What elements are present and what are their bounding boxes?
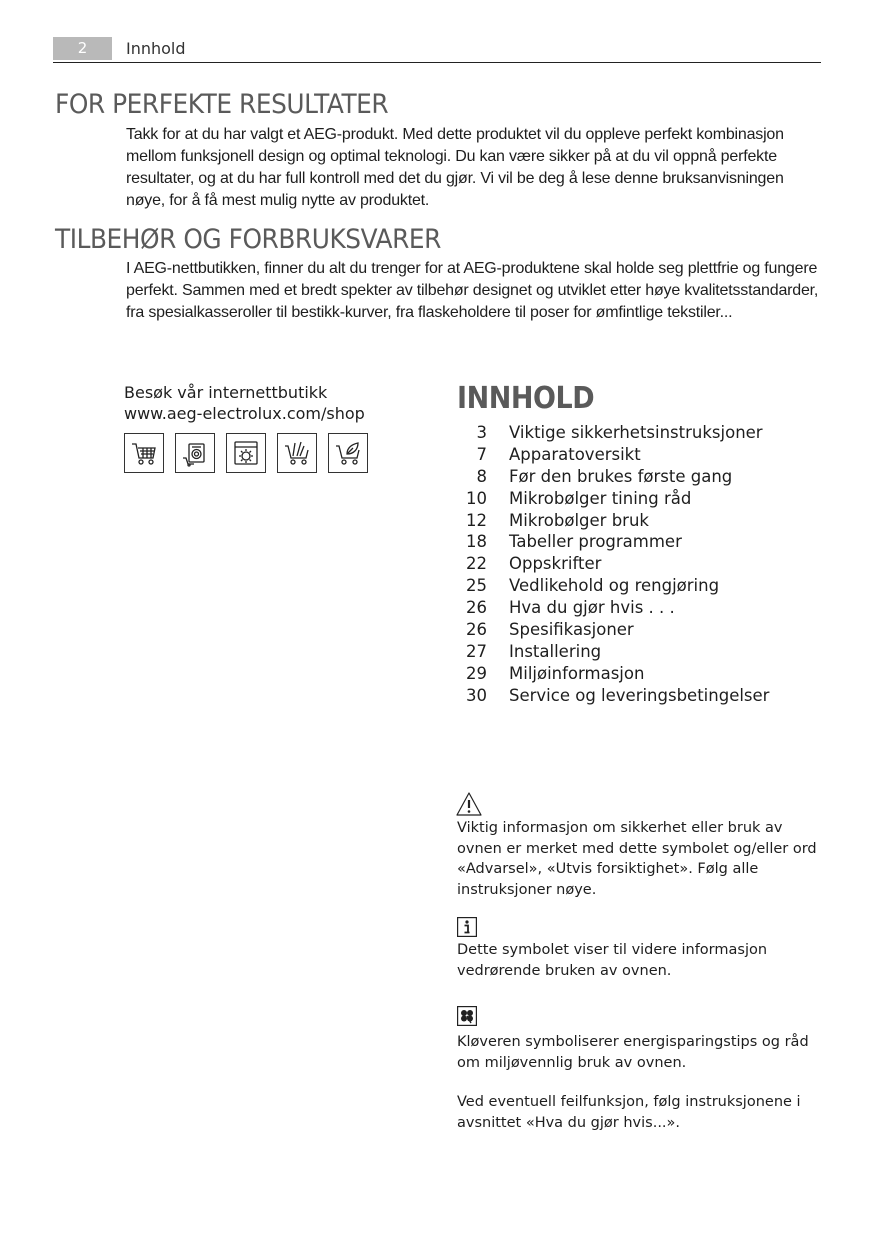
toc-entry[interactable] xyxy=(450,466,820,488)
warning-icon xyxy=(455,791,483,821)
toc-entry-title: Hva du gjør hvis . . . xyxy=(509,598,675,618)
toc-entry-page: 22 xyxy=(466,554,487,574)
toc-entry[interactable] xyxy=(450,444,820,466)
toc-entry-title: Apparatoversikt xyxy=(509,444,641,464)
toc-entry-title: Vedlikehold og rengjøring xyxy=(509,576,720,596)
shop-label xyxy=(124,382,365,424)
shop-icon-row xyxy=(124,433,368,473)
toc-entry-page: 12 xyxy=(466,510,487,530)
toc-entry[interactable] xyxy=(450,422,820,444)
shop-url-link[interactable]: www.aeg-electrolux.com/shop xyxy=(124,404,365,423)
toc-entry[interactable] xyxy=(450,663,820,685)
toc-entry[interactable] xyxy=(450,531,820,553)
page-number: 2 xyxy=(53,37,112,60)
cart-icon xyxy=(124,433,164,473)
toc-entry-title: Mikrobølger tining råd xyxy=(509,488,692,508)
toc-entry-title: Oppskrifter xyxy=(509,554,602,574)
toc-entry[interactable] xyxy=(450,510,820,532)
toc-entry-page: 3 xyxy=(476,423,487,442)
heading-perfect-results: FOR PERFEKTE RESULTATER xyxy=(55,89,389,120)
toc-entry-title: Miljøinformasjon xyxy=(509,663,645,683)
toc-entry[interactable] xyxy=(450,488,820,510)
paragraph-accessories: I AEG-nettbutikken, finner du alt du trenger for at AEG-produktene skal holde seg plettfrie og fungere perfekt. Sammen med et bredt spekter av tilbehør designet og utviklet etter høye kvalitetsstandarder, fra spesialkasseroller til bestikk-kurver, fra flaskeholdere til poser for ømfintlige tekstiler... xyxy=(126,260,819,321)
toc-entry-title: Mikrobølger bruk xyxy=(509,510,649,530)
toc-entry-title: Før den brukes første gang xyxy=(509,466,733,486)
oven-gear-icon xyxy=(226,433,266,473)
toc-entry-page: 10 xyxy=(466,488,487,508)
toc-entry-page: 27 xyxy=(466,641,487,661)
toc-entry-title: Service og leveringsbetingelser xyxy=(509,685,770,705)
clover-icon xyxy=(457,1006,477,1030)
toc-entry[interactable] xyxy=(450,575,820,597)
toc-entry-title: Viktige sikkerhetsinstruksjoner xyxy=(509,423,763,442)
toc-entry-title: Spesifikasjoner xyxy=(509,620,634,640)
toc-entry-page: 7 xyxy=(476,444,487,464)
shop-label-text: Besøk vår internettbutikk xyxy=(124,383,328,402)
clover-note-text: Kløveren symboliserer energisparingstips og råd om miljøvennlig bruk av ovnen. xyxy=(457,1034,809,1071)
malfunction-note-text: Ved eventuell feilfunksjon, følg instruksjonene i avsnittet «Hva du gjør hvis...». xyxy=(457,1094,801,1131)
toc-entry[interactable] xyxy=(450,641,820,663)
paragraph-perfect-results: Takk for at du har valgt et AEG-produkt. Med dette produktet vil du oppleve perfekt kombinasjon mellom funksjonell design og optimal teknologi. Du kan være sikker på at du vil oppnå perfekte resultater, og at du har full kontroll med det du gjør. Vi vil be deg å lese denne bruksanvisningen nøye, for å få mest mulig nytte av produktet. xyxy=(126,126,784,209)
info-icon xyxy=(457,917,477,941)
toc-entry-page: 25 xyxy=(466,576,487,596)
toc-entry-page: 8 xyxy=(476,466,487,486)
header-divider xyxy=(53,62,821,63)
toc-entry[interactable] xyxy=(450,685,820,707)
cart-bottles-icon xyxy=(277,433,317,473)
toc-entry-page: 29 xyxy=(466,663,487,683)
toc-entry-page: 26 xyxy=(466,620,487,640)
heading-accessories: TILBEHØR OG FORBRUKSVARER xyxy=(55,224,441,255)
washing-machine-cart-icon xyxy=(175,433,215,473)
header-section-title: Innhold xyxy=(126,39,186,58)
warning-note-text: Viktig informasjon om sikkerhet eller bruk av ovnen er merket med dette symbolet og/eller ord «Advarsel», «Utvis forsiktighet». Følg alle instruksjoner nøye. xyxy=(457,820,817,898)
toc-entry-page: 30 xyxy=(466,685,487,705)
toc-entry-title: Installering xyxy=(509,641,602,661)
toc-entry[interactable] xyxy=(450,597,820,619)
toc-entry[interactable] xyxy=(450,619,820,641)
toc-title: INNHOLD xyxy=(457,381,595,416)
toc-entry[interactable] xyxy=(450,553,820,575)
table-of-contents xyxy=(450,422,820,707)
toc-entry-page: 26 xyxy=(466,598,487,618)
cart-leaf-icon xyxy=(328,433,368,473)
toc-entry-title: Tabeller programmer xyxy=(509,532,682,552)
info-note-text: Dette symbolet viser til videre informasjon vedrørende bruken av ovnen. xyxy=(457,942,768,979)
toc-entry-page: 18 xyxy=(466,532,487,552)
